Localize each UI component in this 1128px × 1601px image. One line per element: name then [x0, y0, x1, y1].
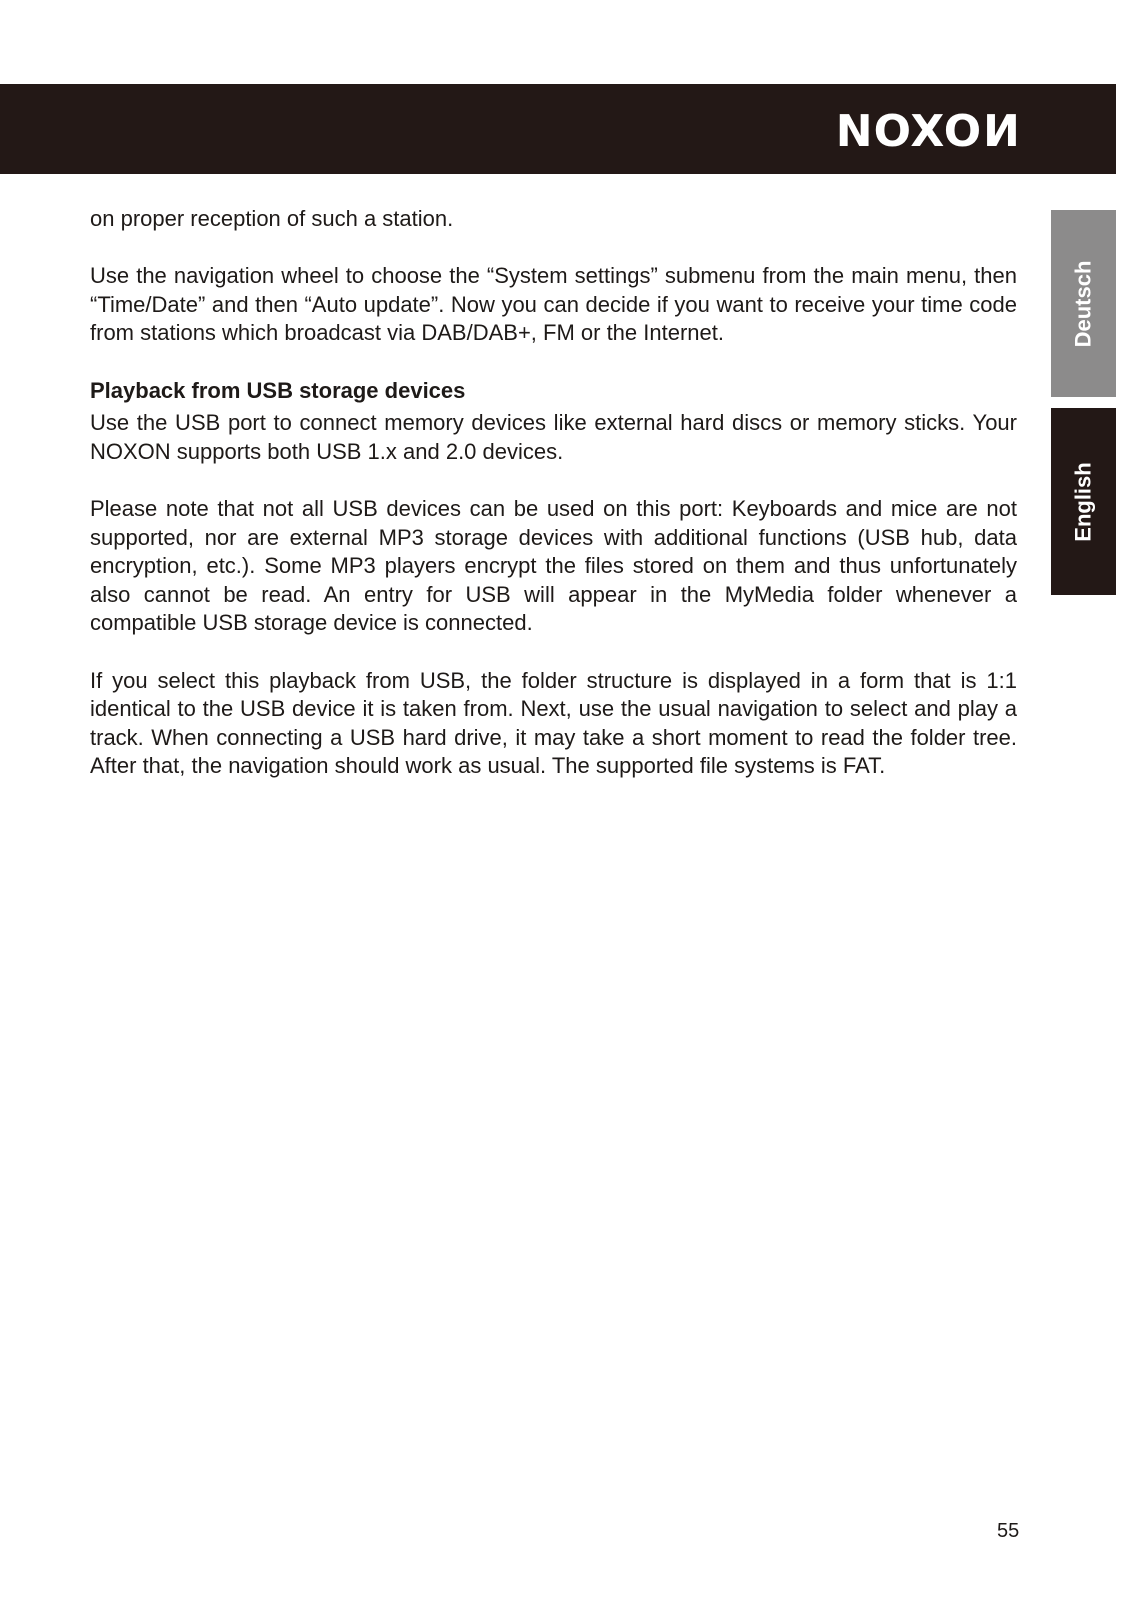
tab-english[interactable] — [1051, 408, 1116, 595]
page-content — [90, 205, 1017, 781]
logo-text-main: NOXO — [835, 106, 983, 157]
paragraph-usb-port: Use the USB port to connect memory devices like external hard discs or memory sticks. Your NOXON supports both USB 1.x and 2.0 devices. — [90, 410, 1017, 464]
logo-text-mirrored-letter: N — [982, 106, 1020, 157]
section-heading: Playback from USB storage devices — [90, 377, 466, 403]
tab-english-label: English — [1070, 461, 1096, 542]
paragraph-usb-playback: If you select this playback from USB, the folder structure is displayed in a form that is 1:1 identical to the USB device it is taken from. Next, use the usual navigation to select and play a track. When connecting a USB hard drive, it may take a short moment to read the folder tree. After that, the navigation should work as usual. The supported file systems is FAT. — [90, 667, 1017, 779]
header-bar — [0, 84, 1116, 174]
noxon-logo — [835, 106, 1020, 157]
page-number: 55 — [997, 1520, 1020, 1542]
paragraph-usb-note: Please note that not all USB devices can be used on this port: Keyboards and mice are not supported, nor are external MP3 storage devices with additional functions (USB hub, data encryption, etc.). Some MP3 players encrypt the files stored on them and thus unfortunately also cannot be read. An entry for USB will appear in the MyMedia folder whenever a compatible USB storage device is connected. — [90, 495, 1017, 636]
tab-deutsch[interactable] — [1051, 210, 1116, 397]
paragraph-time-update: Use the navigation wheel to choose the “System settings” submenu from the main menu, then “Time/Date” and then “Auto update”. Now you can decide if you want to receive your time code from stations which broadcast via DAB/DAB+, FM or the Internet. — [90, 263, 1017, 346]
tab-deutsch-label: Deutsch — [1070, 260, 1096, 347]
paragraph-continuation: on proper reception of such a station. — [90, 206, 454, 231]
